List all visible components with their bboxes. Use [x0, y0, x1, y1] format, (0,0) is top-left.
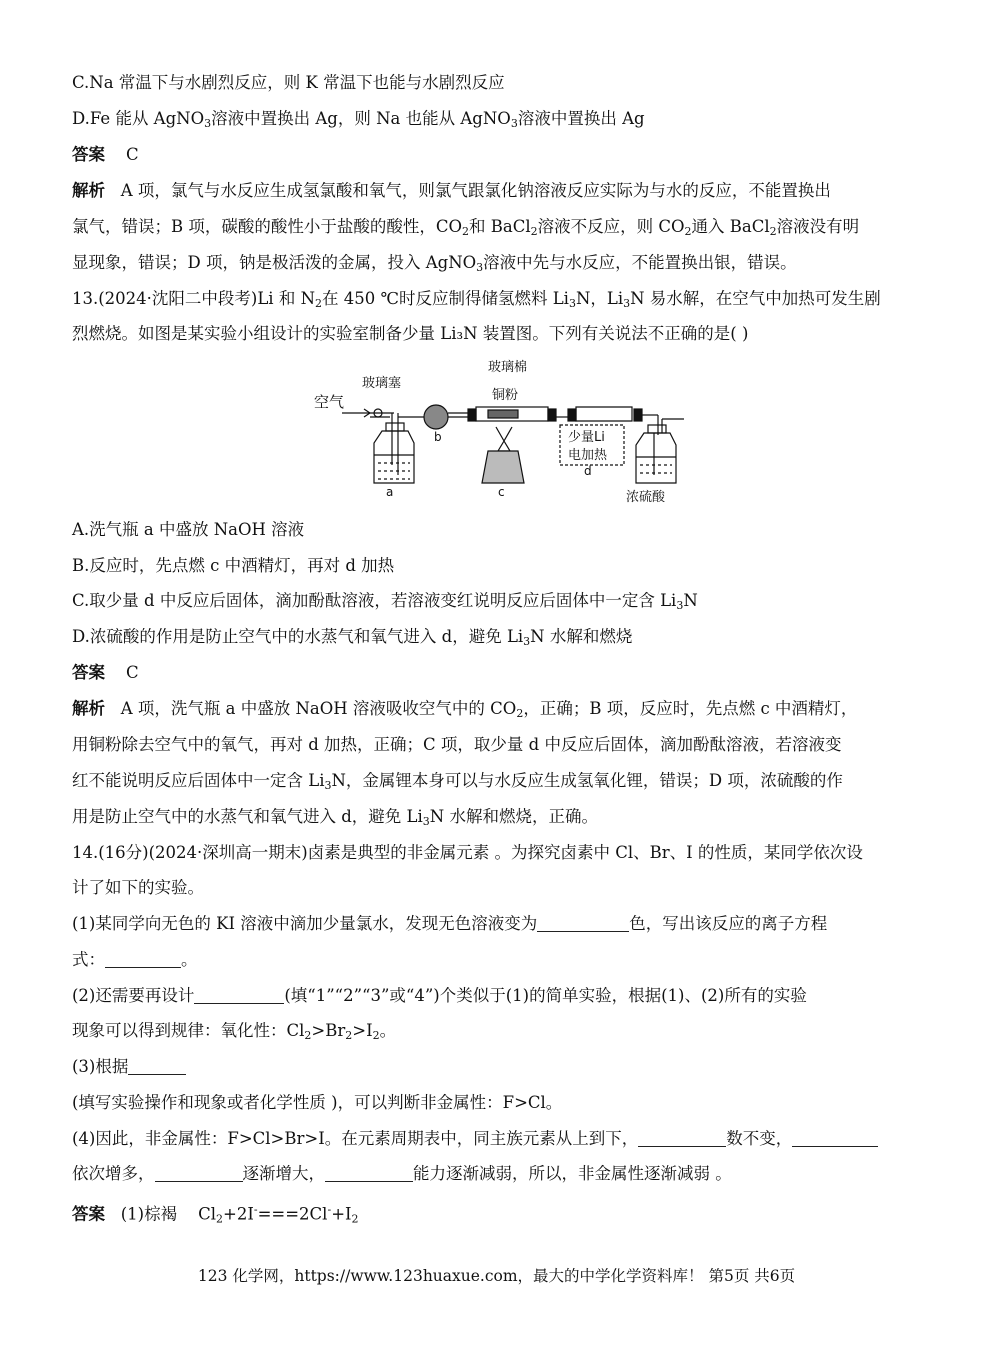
q14-stem-line1: 14.(16分)(2024·深圳高一期末)卤素是典型的非金属元素 。为探究卤素中 Cl、Br、I 的性质，某同学依次设	[72, 843, 863, 862]
q14-part4-line2: 依次增多， 逐渐增大， 能力逐渐减弱，所以，非金属性逐渐减弱 。	[72, 1164, 732, 1183]
q12-analysis-line3: 显现象，错误；D 项，钠是极活泼的金属，投入 AgNO$_3$溶液中先与水反应，不能置换出银，错误。	[72, 253, 797, 274]
label-glass-wool: 玻璃棉	[488, 360, 528, 375]
q14-part3-line2: (填写实验操作和现象或者化学性质 )，可以判断非金属性：F>Cl。	[72, 1093, 563, 1112]
q14-part2-line1: (2)还需要再设计 (填“1”“2”“3”或“4”)个类似于(1)的简单实验，根据(1)、(2)所有的实验	[72, 986, 807, 1005]
q14-part3-line1: (3)根据	[72, 1055, 186, 1079]
q12-analysis-line2: 氯气，错误；B 项，碳酸的酸性小于盐酸的酸性，$CO_2$和 BaCl$_2$溶液不反应，则 $CO_2$通入 BaCl$_2$溶液没有明	[72, 217, 860, 238]
q12-option-c: C.Na 常温下与水剧烈反应，则 K 常温下也能与水剧烈反应	[72, 73, 505, 92]
apparatus-diagram	[312, 355, 692, 515]
answer-blank[interactable]	[325, 1165, 413, 1182]
air-inlet-arrow	[342, 409, 370, 417]
alcohol-lamp-c	[482, 427, 524, 483]
q13-analysis-line2: 用铜粉除去空气中的氧气，再对 d 加热，正确；C 项，取少量 d 中反应后固体，滴加酚酞溶液，若溶液变	[72, 735, 842, 754]
q13-analysis-line1: 解析 A 项，洗气瓶 a 中盛放 NaOH 溶液吸收空气中的 $CO_2$，正确；B 项，反应时，先点燃 c 中酒精灯，	[72, 699, 858, 720]
answer-blank[interactable]	[537, 915, 629, 932]
q13-option-d: D.浓硫酸的作用是防止空气中的水蒸气和氧气进入 d，避免 $Li_3N$ 水解和燃烧	[72, 627, 633, 648]
q14-part2-line2: 现象可以得到规律：氧化性：$Cl_2>Br_2>I_2$。	[72, 1021, 397, 1042]
answer-blank[interactable]	[128, 1058, 186, 1075]
label-conc-sulfuric-acid: 浓硫酸	[626, 490, 666, 505]
q14-part4-line1: (4)因此，非金属性：F>Cl>Br>I。在元素周期表中，同主族元素从上到下， 数不变，	[72, 1127, 878, 1151]
label-a: a	[386, 485, 394, 499]
label-c: c	[498, 485, 505, 499]
answer-blank[interactable]	[194, 987, 284, 1004]
drying-tube-b	[424, 405, 472, 429]
label-li-line1: 少量Li	[568, 430, 605, 445]
q14-part1-line2: 式： 。	[72, 950, 198, 969]
q13-option-c: C.取少量 d 中反应后固体，滴加酚酞溶液，若溶液变红说明反应后固体中一定含 $Li_3N$	[72, 591, 698, 612]
label-air: 空气	[314, 393, 345, 411]
q12-answer: 答案 C	[72, 145, 139, 164]
q13-answer: 答案 C	[72, 663, 139, 682]
q13-option-a: A.洗气瓶 a 中盛放 NaOH 溶液	[72, 520, 305, 539]
combustion-tube	[468, 407, 568, 421]
answer-blank[interactable]	[155, 1165, 243, 1182]
q13-option-b: B.反应时，先点燃 c 中酒精灯，再对 d 加热	[72, 556, 395, 575]
label-d: d	[584, 464, 592, 478]
q13-analysis-line4: 用是防止空气中的水蒸气和氧气进入 d，避免 $Li_3N$ 水解和燃烧，正确。	[72, 807, 598, 828]
label-b: b	[434, 430, 442, 444]
label-li-line2: 电加热	[568, 448, 608, 463]
q13-stem-line1: 13.(2024·沈阳二中段考)Li 和 $N_2$在 450 ℃时反应制得储氢燃料 $Li_3N$，$Li_3N$ 易水解，在空气中加热可发生剧	[72, 289, 881, 310]
q13-analysis-line3: 红不能说明反应后固体中一定含 $Li_3N$，金属锂本身可以与水反应生成氢氧化锂，错误；D 项，浓硫酸的作	[72, 771, 843, 792]
answer-blank[interactable]	[792, 1130, 878, 1147]
q13-stem-line2: 烈燃烧。如图是某实验小组设计的实验室制备少量 Li₃N 装置图。下列有关说法不正确的是( )	[72, 324, 749, 343]
q12-option-d: D.Fe 能从 AgNO$_3$溶液中置换出 Ag，则 Na 也能从 AgNO$_3$溶液中置换出 Ag	[72, 109, 645, 130]
q14-part1-line1: (1)某同学向无色的 KI 溶液中滴加少量氯水，发现无色溶液变为 色，写出该反应的离子方程	[72, 914, 828, 933]
answer-blank[interactable]	[638, 1130, 726, 1147]
wash-bottle-a	[374, 423, 414, 483]
q12-analysis-line1: 解析 A 项，氯气与水反应生成氢氯酸和氧气，则氯气跟氯化钠溶液反应实际为与水的反应，不能置换出	[72, 181, 831, 200]
q14-answer: 答案 (1)棕褐 $Cl_2+2I^-===2Cl^-+I_2$	[72, 1203, 359, 1226]
answer-blank[interactable]	[105, 951, 181, 968]
q14-stem-line2: 计了如下的实验。	[72, 878, 204, 897]
glass-stopper	[370, 409, 432, 475]
sulfuric-acid-bottle	[636, 419, 684, 483]
page-footer: 123 化学网，https://www.123huaxue.com，最大的中学化学资料库！ 第5页 共6页	[197, 1267, 796, 1285]
label-glass-stopper: 玻璃塞	[362, 376, 402, 391]
label-copper-powder: 铜粉	[492, 388, 519, 403]
